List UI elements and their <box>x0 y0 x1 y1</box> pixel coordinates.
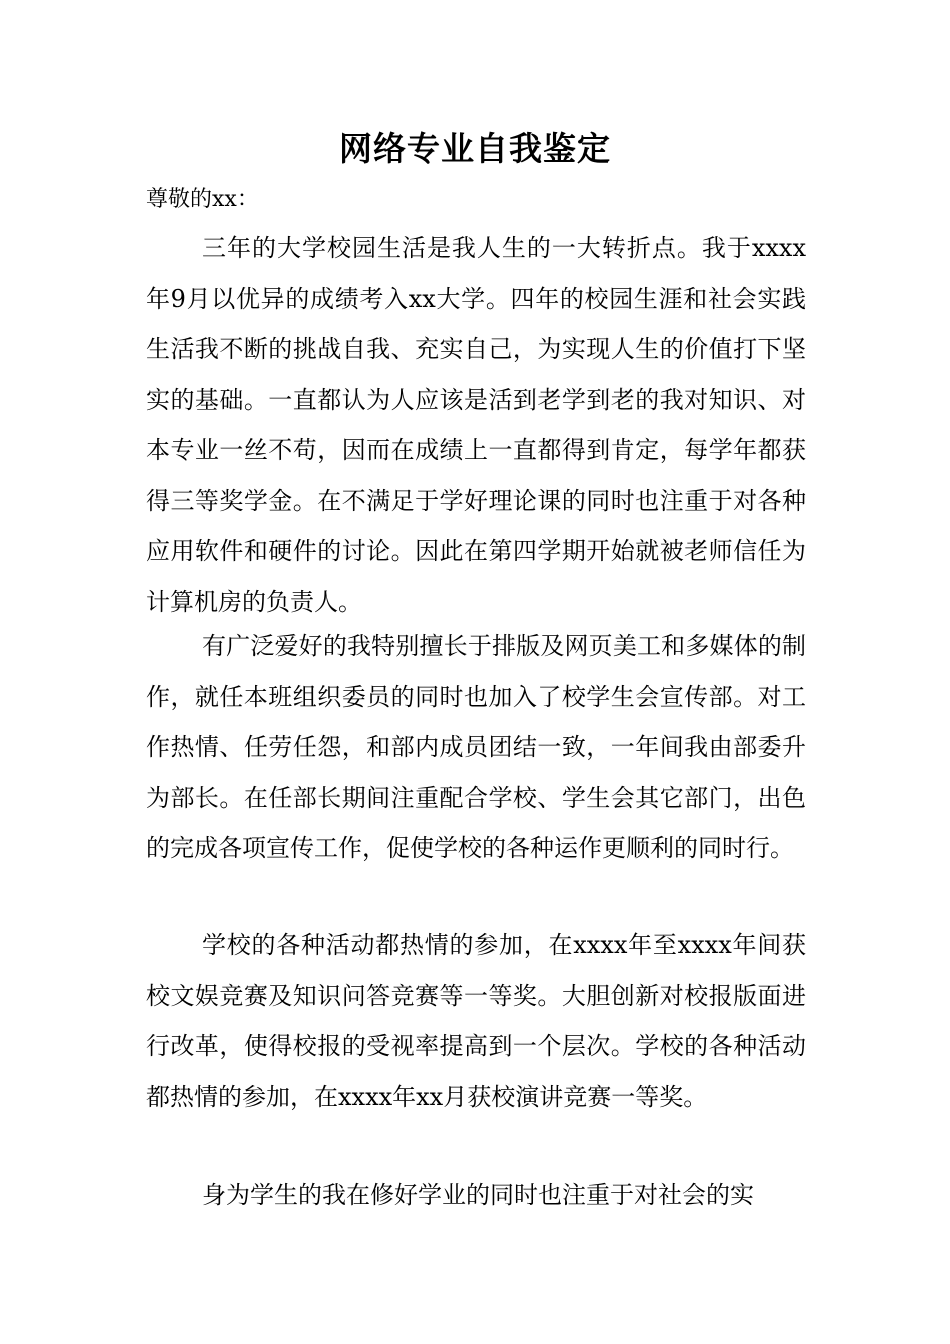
paragraph-4: 身为学生的我在修好学业的同时也注重于对社会的实 <box>202 1181 754 1209</box>
paragraph-2: 有广泛爱好的我特别擅长于排版及网页美工和多媒体的制作，就任本班组织委员的同时也加入了校学生会宣传部。对工作热情、任劳任怨，和部内成员团结一致，一年间我由部委升为部长。在任部长期间注重配合学校、学生会其它部门，出色的完成各项宣传工作，促使学校的各种运作更顺利的同时行。 <box>146 632 806 862</box>
document-title: 网络专业自我鉴定 <box>339 129 611 168</box>
salutation: 尊敬的xx： <box>146 187 259 212</box>
paragraph-3: 学校的各种活动都热情的参加，在xxxx年至xxxx年间获校文娱竞赛及知识问答竞赛等一等奖。大胆创新对校报版面进行改革，使得校报的受视率提高到一个层次。学校的各种活动都热情的参加，在xxxx年xx月获校演讲竞赛一等奖。 <box>146 931 806 1111</box>
paragraph-1: 三年的大学校园生活是我人生的一大转折点。我于xxxx年9月以优异的成绩考入xx大学。四年的校园生涯和社会实践生活我不断的挑战自我、充实自己，为实现人生的价值打下坚实的基础。一直都认为人应该是活到老学到老的我对知识、对本专业一丝不苟，因而在成绩上一直都得到肯定，每学年都获得三等奖学金。在不满足于学好理论课的同时也注重于对各种应用软件和硬件的讨论。因此在第四学期开始就被老师信任为计算机房的负责人。 <box>146 234 806 616</box>
